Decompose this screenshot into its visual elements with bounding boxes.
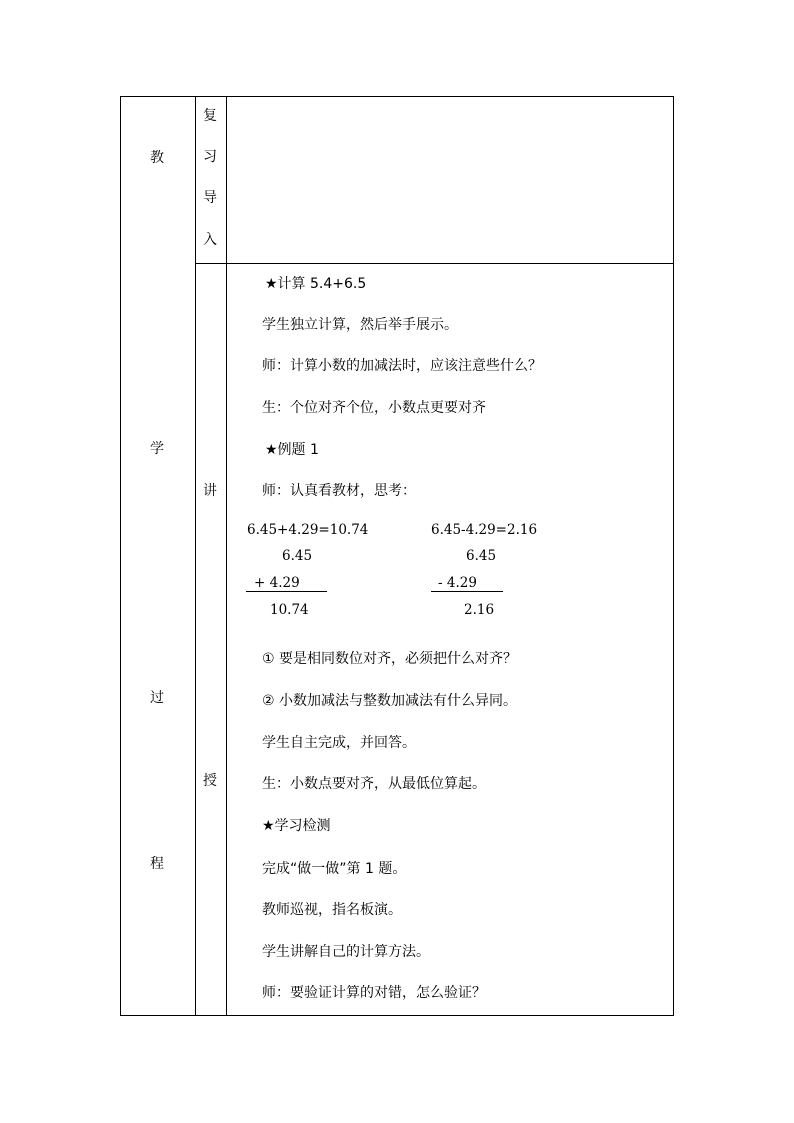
content-line-10: 完成“做一做”第 1 题。 bbox=[262, 861, 407, 877]
col1-char-2: 学 bbox=[150, 441, 164, 457]
review-char-1: 复 bbox=[203, 108, 217, 124]
content-line-3: 师：计算小数的加减法时，应该注意些什么？ bbox=[262, 358, 542, 374]
question-2: ② 小数加减法与整数加减法有什么异同。 bbox=[262, 693, 517, 709]
lecture-char-1: 讲 bbox=[203, 483, 217, 499]
column-divider-2 bbox=[226, 96, 227, 1016]
lecture-char-2: 授 bbox=[203, 773, 217, 789]
review-char-2: 习 bbox=[203, 149, 217, 165]
content-line-7: 学生自主完成，并回答。 bbox=[262, 735, 416, 751]
row-divider bbox=[195, 263, 674, 264]
subtraction-bottom-operand: - 4.29 bbox=[438, 575, 477, 591]
content-line-6: 师：认真看教材，思考： bbox=[262, 483, 416, 499]
review-char-4: 入 bbox=[203, 232, 217, 248]
review-char-3: 导 bbox=[203, 190, 217, 206]
addition-bottom-operand: + 4.29 bbox=[254, 575, 300, 591]
addition-result: 10.74 bbox=[270, 602, 309, 618]
addition-underline bbox=[246, 591, 327, 592]
subtraction-result: 2.16 bbox=[464, 602, 495, 618]
col1-char-4: 程 bbox=[150, 856, 164, 872]
column-divider-1 bbox=[195, 96, 196, 1016]
col1-char-3: 过 bbox=[150, 690, 164, 706]
question-1: ① 要是相同数位对齐，必须把什么对齐？ bbox=[262, 651, 517, 667]
content-line-8: 生：小数点要对齐，从最低位算起。 bbox=[262, 776, 486, 792]
subtraction-underline bbox=[431, 591, 503, 592]
content-line-4: 生：个位对齐个位，小数点更要对齐 bbox=[262, 400, 486, 416]
content-line-12: 学生讲解自己的计算方法。 bbox=[262, 944, 430, 960]
content-line-2: 学生独立计算，然后举手展示。 bbox=[262, 317, 458, 333]
equation-addition: 6.45+4.29=10.74 bbox=[247, 522, 369, 538]
addition-top-operand: 6.45 bbox=[282, 548, 313, 564]
content-line-11: 教师巡视，指名板演。 bbox=[262, 902, 402, 918]
subtraction-top-operand: 6.45 bbox=[466, 548, 497, 564]
content-line-1: ★计算 5.4+6.5 bbox=[265, 276, 367, 292]
equation-subtraction: 6.45-4.29=2.16 bbox=[431, 522, 538, 538]
col1-char-1: 教 bbox=[150, 150, 164, 166]
content-line-9: ★学习检测 bbox=[262, 818, 331, 834]
content-line-13: 师：要验证计算的对错，怎么验证？ bbox=[262, 985, 486, 1001]
content-line-5: ★例题 1 bbox=[265, 442, 319, 458]
